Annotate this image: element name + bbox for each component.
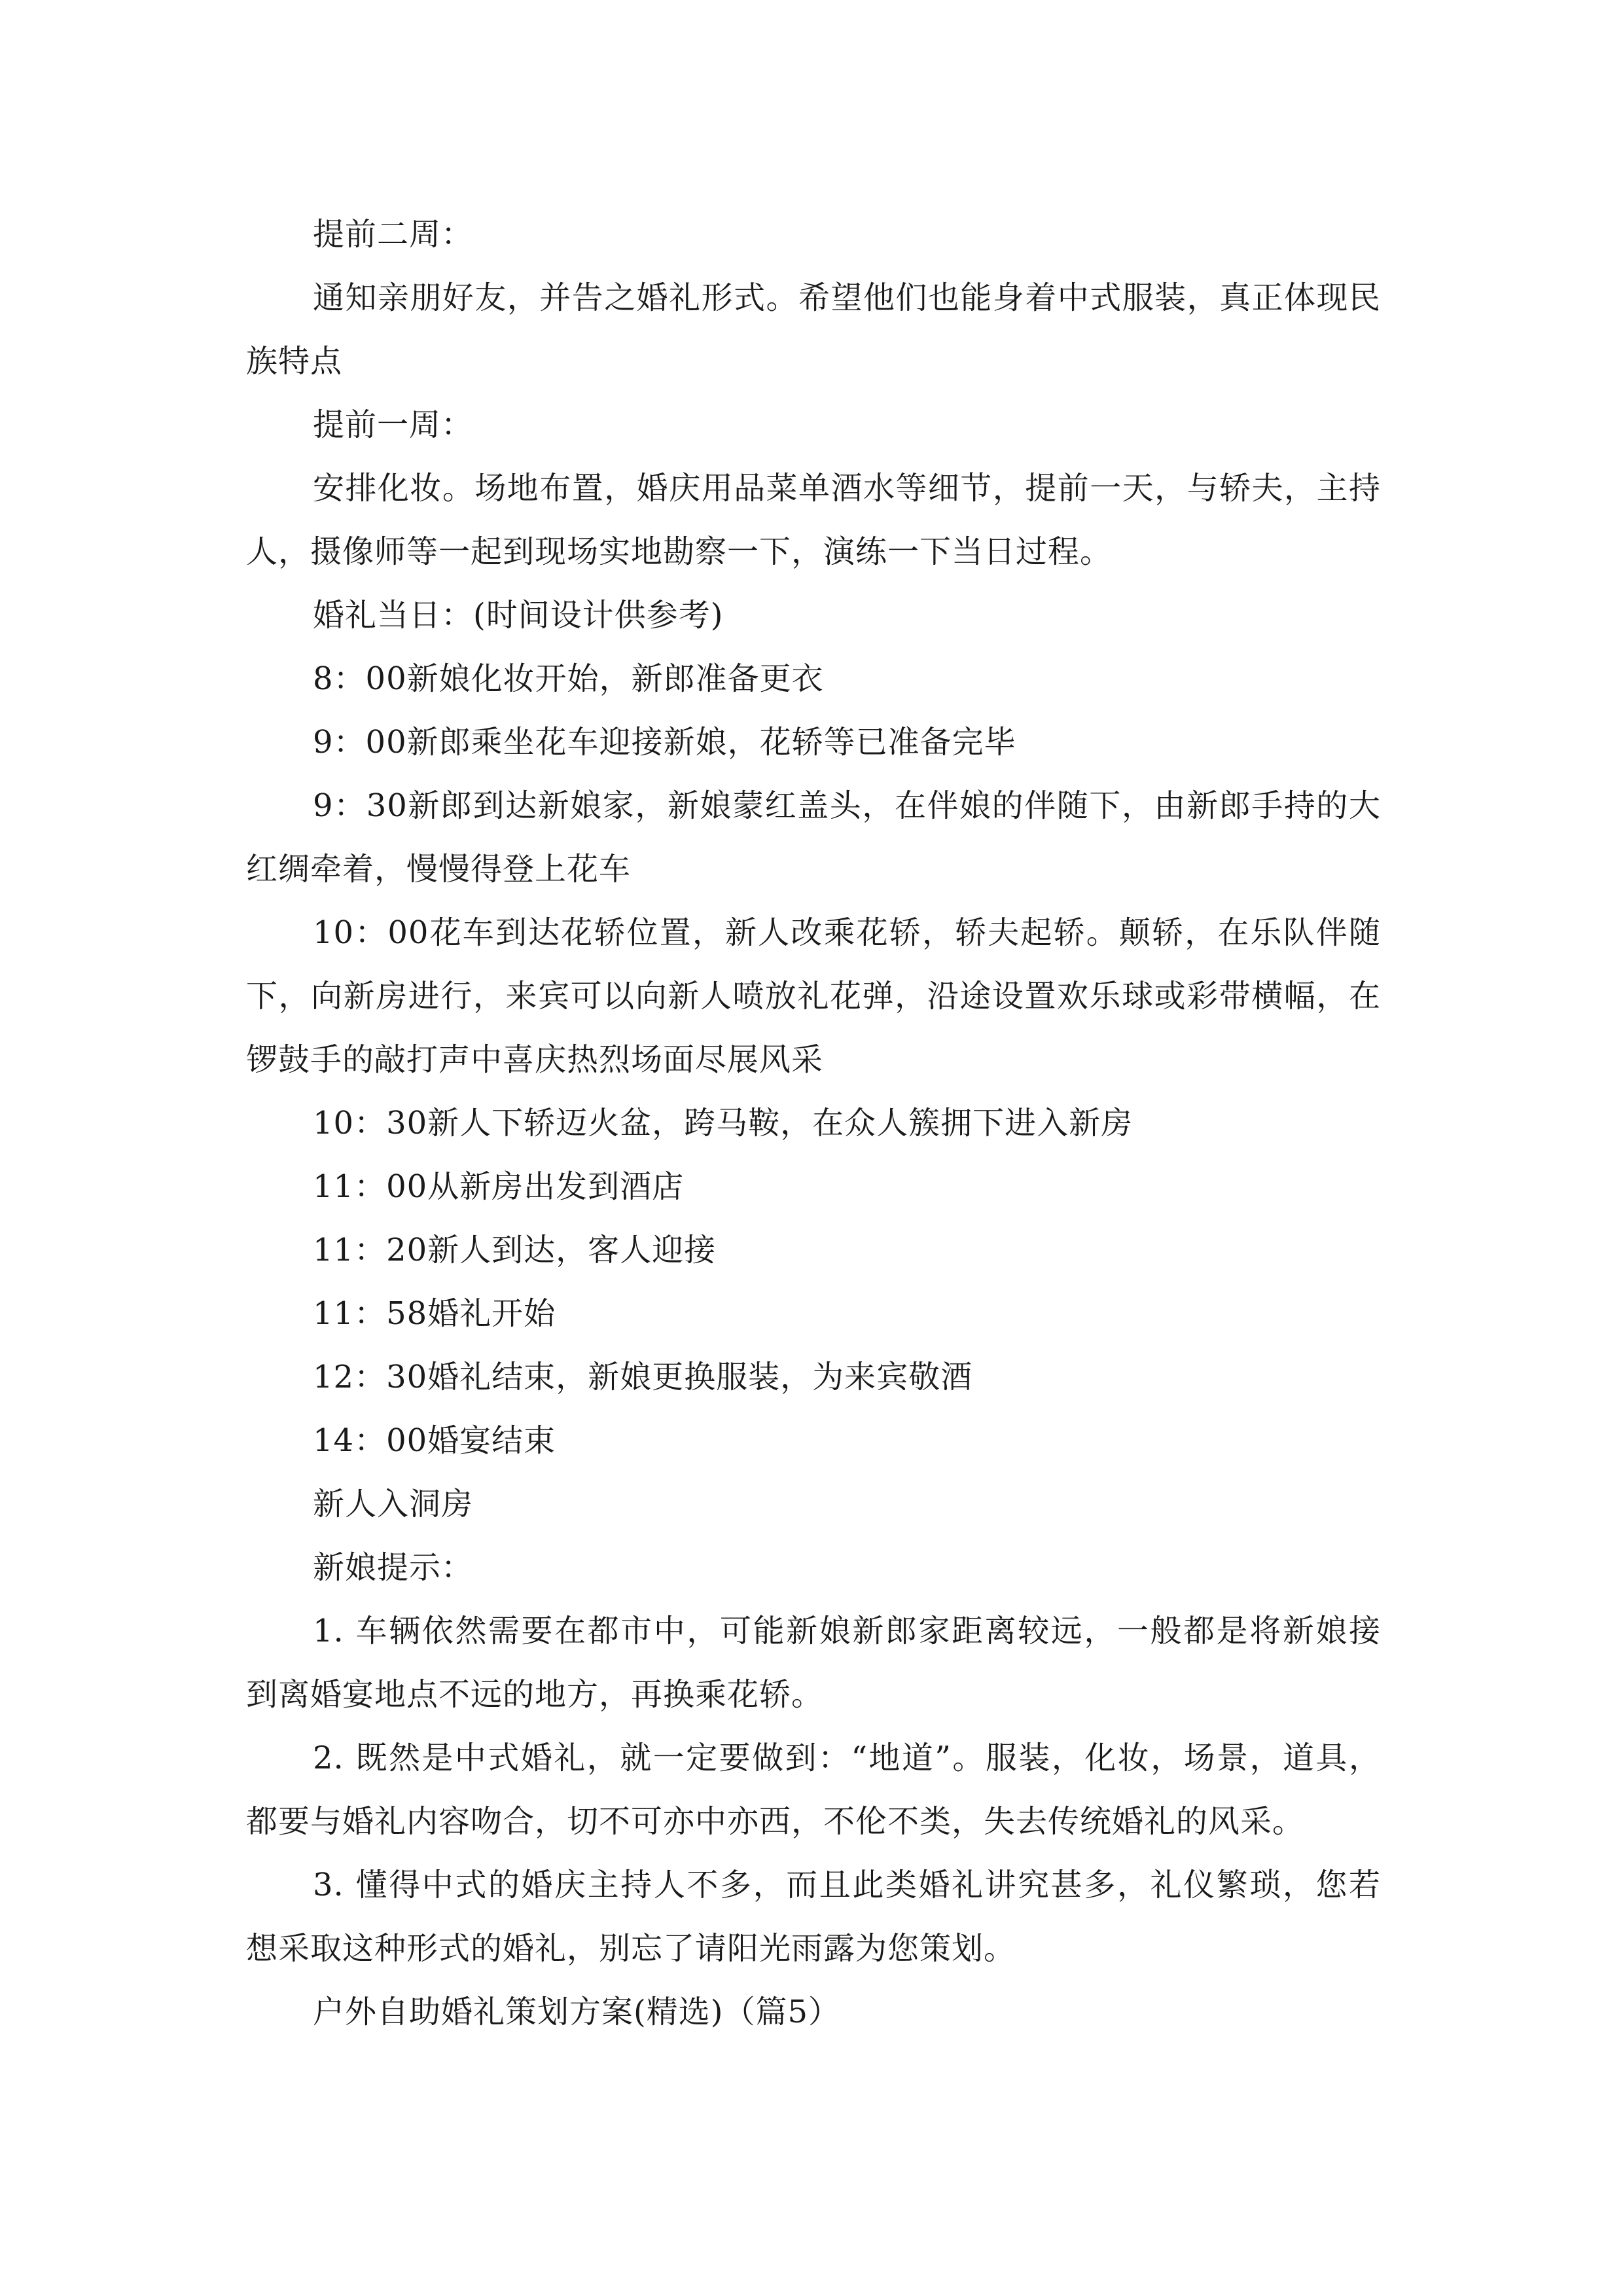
paragraph-enter-bridal-room: 新人入洞房	[313, 1486, 474, 1522]
document-body	[246, 203, 1381, 2044]
paragraph-notify-friends: 通知亲朋好友，并告之婚礼形式。希望他们也能身着中式服装，真正体现民族特点	[246, 279, 1381, 380]
heading-one-week-before: 提前一周：	[313, 406, 474, 443]
schedule-item: 12：30婚礼结束，新娘更换服装，为来宾敬酒	[313, 1359, 973, 1395]
tip-item: 3. 懂得中式的婚庆主持人不多，而且此类婚礼讲究甚多，礼仪繁琐，您若想采取这种形式的婚礼，别忘了请阳光雨露为您策划。	[246, 1867, 1381, 1967]
paragraph-arrangements: 安排化妆。场地布置，婚庆用品菜单酒水等细节，提前一天，与轿夫，主持人，摄像师等一起到现场实地勘察一下，演练一下当日过程。	[246, 470, 1381, 570]
schedule-item: 9：30新郎到达新娘家，新娘蒙红盖头，在伴娘的伴随下，由新郎手持的大红绸牵着，慢慢得登上花车	[246, 787, 1381, 888]
schedule-item: 11：58婚礼开始	[313, 1295, 556, 1332]
tip-item: 2. 既然是中式婚礼，就一定要做到：“地道”。服装，化妆，场景，道具，都要与婚礼内容吻合，切不可亦中亦西，不伦不类，失去传统婚礼的风采。	[246, 1740, 1381, 1840]
schedule-item: 14：00婚宴结束	[313, 1422, 556, 1459]
schedule-item: 8：00新娘化妆开始，新郎准备更衣	[313, 660, 824, 697]
schedule-item: 10：00花车到达花轿位置，新人改乘花轿，轿夫起轿。颠轿，在乐队伴随下，向新房进行，来宾可以向新人喷放礼花弹，沿途设置欢乐球或彩带横幅，在锣鼓手的敲打声中喜庆热烈场面尽展风采	[246, 914, 1381, 1078]
schedule-item: 9：00新郎乘坐花车迎接新娘，花轿等已准备完毕	[313, 724, 1016, 761]
schedule-item: 10：30新人下轿迈火盆，跨马鞍，在众人簇拥下进入新房	[313, 1105, 1133, 1141]
schedule-item: 11：00从新房出发到酒店	[313, 1168, 685, 1205]
heading-two-weeks-before: 提前二周：	[313, 216, 474, 253]
tip-item: 1. 车辆依然需要在都市中，可能新娘新郎家距离较远，一般都是将新娘接到离婚宴地点不远的地方，再换乘花轿。	[246, 1613, 1381, 1713]
heading-bride-tips: 新娘提示：	[313, 1549, 474, 1586]
section-title: 户外自助婚礼策划方案(精选)（篇5）	[313, 1994, 840, 2030]
heading-wedding-day: 婚礼当日：(时间设计供参考)	[313, 597, 724, 634]
schedule-item: 11：20新人到达，客人迎接	[313, 1232, 717, 1268]
